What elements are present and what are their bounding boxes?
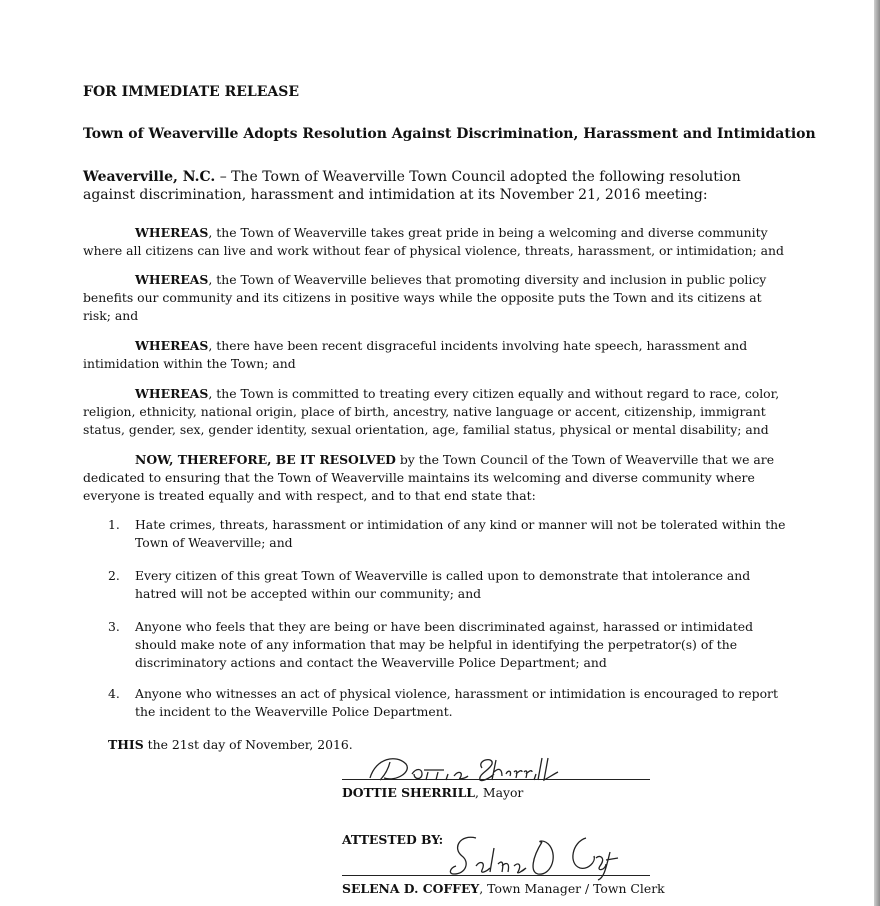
date-of-adoption	[108, 737, 353, 752]
list-item-4	[108, 685, 793, 721]
list-item-3	[108, 618, 793, 672]
resolved-lead: NOW, THEREFORE, BE IT RESOLVED	[135, 452, 396, 467]
resolved-text: by the Town Council of the Town of Weaverville that we are dedicated to ensuring that the Town of Weaverville maintains its welcoming and diverse community where everyone is treated equally and with respect, and to that end state that:	[83, 452, 775, 503]
dateline: Weaverville, N.C.	[83, 169, 216, 185]
whereas-lead: WHEREAS	[135, 225, 209, 240]
mayor-signature-line	[342, 779, 650, 780]
clerk-name: SELENA D. COFFEY	[342, 881, 480, 896]
list-item-2	[108, 567, 793, 603]
clerk-signature-block	[342, 881, 665, 896]
whereas-text: , the Town of Weaverville takes great pride in being a welcoming and diverse community where all citizens can live and work without fear of physical violence, threats, harassment, or intimidation; and	[83, 225, 784, 258]
whereas-paragraph-1	[83, 224, 793, 260]
list-text: Anyone who witnesses an act of physical violence, harassment or intimidation is encouraged to report the incident to the Weaverville Police Department.	[135, 686, 778, 719]
whereas-lead: WHEREAS	[135, 338, 209, 353]
clerk-signature	[446, 828, 631, 882]
mayor-title: , Mayor	[475, 785, 524, 800]
list-number: 2.	[108, 568, 120, 583]
whereas-paragraph-4	[83, 385, 793, 439]
mayor-signature-block	[342, 785, 523, 800]
whereas-text: , the Town is committed to treating every citizen equally and without regard to race, color, religion, ethnicity, national origin, place of birth, ancestry, native language or accent, citizenship, immigrant status, gender, sex, gender identity, sexual orientation, age, familial status, physical or mental disability; and	[83, 386, 780, 437]
whereas-text: , there have been recent disgraceful incidents involving hate speech, harassment and intimidation within the Town; and	[83, 338, 748, 371]
attested-label: ATTESTED BY:	[342, 832, 444, 847]
list-number: 4.	[108, 686, 120, 701]
whereas-lead: WHEREAS	[135, 386, 209, 401]
intro-text: – The Town of Weaverville Town Council adopted the following resolution against discrimination, harassment and intimidation at its November 21, 2016 meeting:	[83, 169, 741, 203]
page-edge-shadow	[874, 0, 880, 906]
this-lead: THIS	[108, 737, 144, 752]
resolved-paragraph	[83, 451, 793, 505]
mayor-name: DOTTIE SHERRILL	[342, 785, 476, 800]
whereas-lead: WHEREAS	[135, 272, 209, 287]
whereas-text: , the Town of Weaverville believes that promoting diversity and inclusion in public policy benefits our community and its citizens in positive ways while the opposite puts the Town and its citizens at risk; and	[83, 272, 767, 323]
list-text: Every citizen of this great Town of Weaverville is called upon to demonstrate that intolerance and hatred will not be accepted within our community; and	[135, 568, 751, 601]
mayor-signature	[366, 748, 576, 786]
clerk-title: , Town Manager / Town Clerk	[479, 881, 665, 896]
list-item-1	[108, 516, 793, 552]
intro-paragraph	[83, 168, 783, 204]
whereas-paragraph-2	[83, 271, 793, 325]
release-label: FOR IMMEDIATE RELEASE	[83, 84, 300, 100]
list-number: 3.	[108, 619, 120, 634]
this-text: the 21st day of November, 2016.	[143, 737, 353, 752]
list-number: 1.	[108, 517, 120, 532]
list-text: Hate crimes, threats, harassment or intimidation of any kind or manner will not be tolerated within the Town of Weaverville; and	[135, 517, 786, 550]
clerk-signature-line	[342, 875, 650, 876]
list-text: Anyone who feels that they are being or have been discriminated against, harassed or intimidated should make note of any information that may be helpful in identifying the perpetrator(s) of the discriminatory actions and contact the Weaverville Police Department; and	[135, 619, 754, 670]
document-title: Town of Weaverville Adopts Resolution Against Discrimination, Harassment and Intimidation	[83, 126, 816, 142]
whereas-paragraph-3	[83, 337, 793, 373]
